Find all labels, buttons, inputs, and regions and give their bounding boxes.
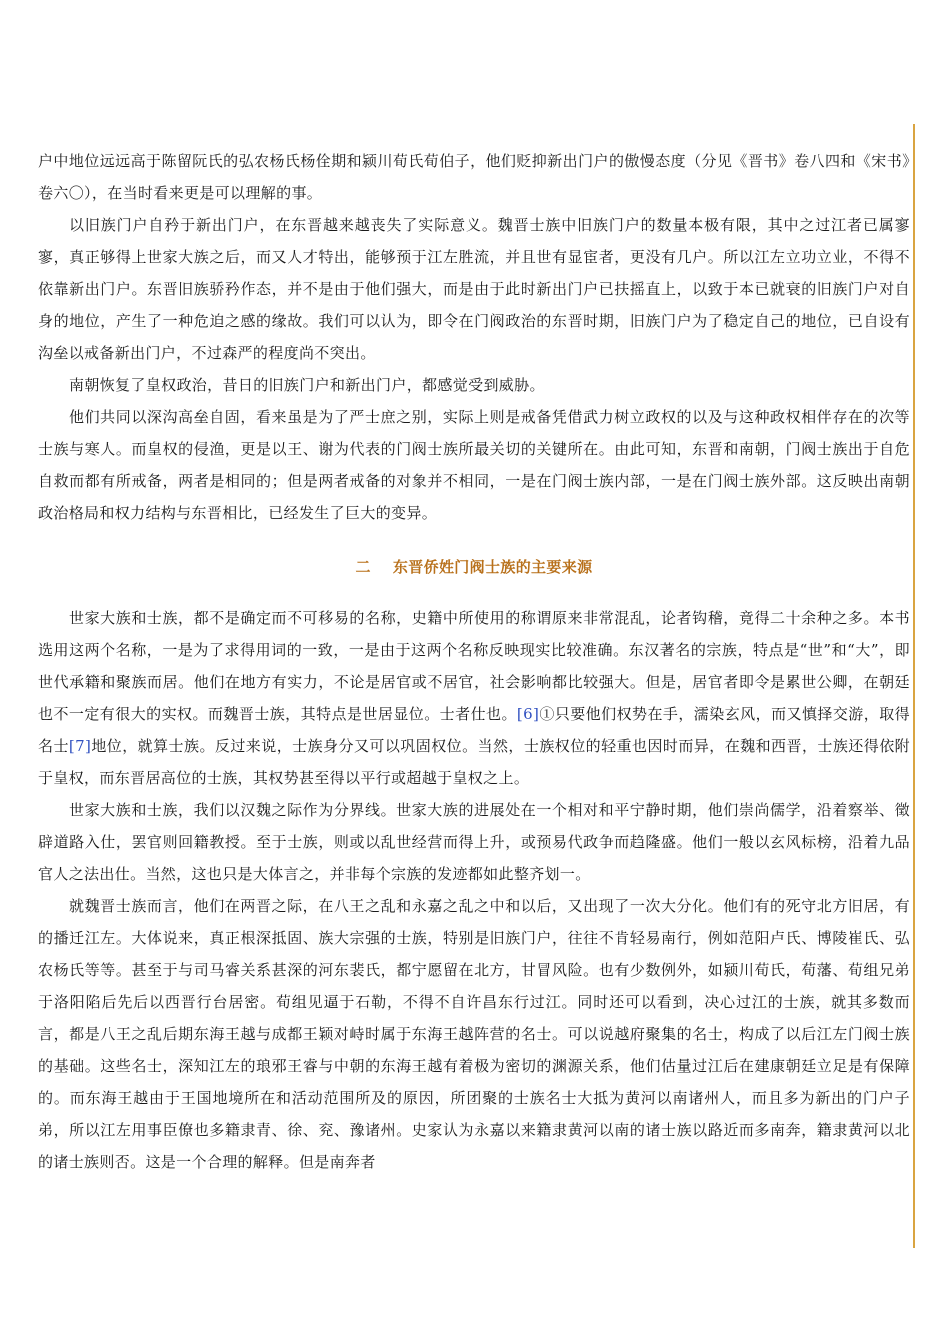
text-run: 世家大族和士族，都不是确定而不可移易的名称，史籍中所使用的称谓原来非常混乱，论者钩稽，竟得二十余种之多。本书选用这两个名称，一是为了求得用词的一致，一是由于这两个名称反映现实比较准确。东汉著名的宗族，特点是“世”和“大”，即世代承籍和聚族而居。他们在地方有实力，不论是居官或不居官，社会影响都比较强大。但是，居官者即令是累世公卿，在朝廷也不一定有很大的实权。而魏晋士族，其特点是世居显位。士者仕也。 [38,609,910,723]
footnote-link-7[interactable]: [7] [68,737,92,755]
paragraph: 世家大族和士族，我们以汉魏之际作为分界线。世家大族的进展处在一个相对和平宁静时期，他们崇尚儒学，沿着察举、徵辟道路入仕，罢官则回籍教授。至于士族，则或以乱世经营而得上升，或预易代政争而趋隆盛。他们一般以玄风标榜，沿着九品官人之法出仕。当然，这也只是大体言之，并非每个宗族的发迹都如此整齐划一。 [38,801,910,883]
section-heading [38,551,910,583]
text-body [38,145,910,1178]
paragraph: 他们共同以深沟高垒自固，看来虽是为了严士庶之别，实际上则是戒备凭借武力树立政权的以及与这种政权相伴存在的次等士族与寒人。而皇权的侵渔，更是以王、谢为代表的门阀士族所最关切的关键所在。由此可知，东晋和南朝，门阀士族出于自危自救而都有所戒备，两者是相同的；但是两者戒备的对象并不相同，一是在门阀士族内部，一是在门阀士族外部。这反映出南朝政治格局和权力结构与东晋相比，已经发生了巨大的变异。 [38,408,910,522]
paragraph: 就魏晋士族而言，他们在两晋之际，在八王之乱和永嘉之乱之中和以后，又出现了一次大分化。他们有的死守北方旧居，有的播迁江左。大体说来，真正根深抵固、族大宗强的士族，特别是旧族门户，往往不肯轻易南行，例如范阳卢氏、博陵崔氏、弘农杨氏等等。甚至于与司马睿关系甚深的河东裴氏，都宁愿留在北方，甘冒风险。也有少数例外，如颍川荀氏，荀藩、荀组兄弟于洛阳陷后先后以西晋行台居密。荀组见逼于石勒，不得不自许昌东行过江。同时还可以看到，决心过江的士族，就其多数而言，都是八王之乱后期东海王越与成都王颖对峙时属于东海王越阵营的名士。可以说越府聚集的名士，构成了以后江左门阀士族的基础。这些名士，深知江左的琅邪王睿与中朝的东海王越有着极为密切的渊源关系，他们估量过江后在建康朝廷立足是有保障的。而东海王越由于王国地境所在和活动范围所及的原因，所团聚的士族名士大抵为黄河以南诸州人，而且多为新出的门户子弟，所以江左用事臣僚也多籍隶青、徐、兖、豫诸州。史家认为永嘉以来籍隶黄河以南的诸士族以路近而多南奔，籍隶黄河以北的诸士族则否。这是一个合理的解释。但是南奔者 [38,897,910,1171]
section-title: 东晋侨姓门阀士族的主要来源 [392,558,593,576]
margin-rule [913,124,915,1248]
paragraph-with-footnotes [38,602,910,794]
paragraph: 南朝恢复了皇权政治，昔日的旧族门户和新出门户，都感觉受到威胁。 [69,376,545,394]
footnote-link-6[interactable]: [6] [516,705,540,723]
text-run: ①只要他们权势在手，濡染玄风，而又慎择交游，取得名士 [38,705,911,755]
section-number: 二 [355,558,371,576]
text-run: 地位，就算士族。反过来说，士族身分又可以巩固权位。当然，士族权位的轻重也因时而异，在魏和西晋，士族还得依附于皇权，而东晋居高位的士族，其权势甚至得以平行或超越于皇权之上。 [38,737,910,787]
paragraph: 以旧族门户自矜于新出门户，在东晋越来越丧失了实际意义。魏晋士族中旧族门户的数量本极有限，其中之过江者已属寥寥，真正够得上世家大族之后，而又人才特出，能够预于江左胜流，并且世有显宦者，更没有几户。所以江左立功立业，不得不依靠新出门户。东晋旧族骄矜作态，并不是由于他们强大，而是由于此时新出门户已扶摇直上，以致于本已就衰的旧族门户对自身的地位，产生了一种危迫之感的缘故。我们可以认为，即令在门阀政治的东晋时期，旧族门户为了稳定自己的地位，已自设有沟垒以戒备新出门户，不过森严的程度尚不突出。 [38,216,910,362]
paragraph-continuation: 户中地位远远高于陈留阮氏的弘农杨氏杨佺期和颍川荀氏荀伯子，他们贬抑新出门户的傲慢态度（分见《晋书》卷八四和《宋书》卷六〇），在当时看来更是可以理解的事。 [38,152,910,202]
